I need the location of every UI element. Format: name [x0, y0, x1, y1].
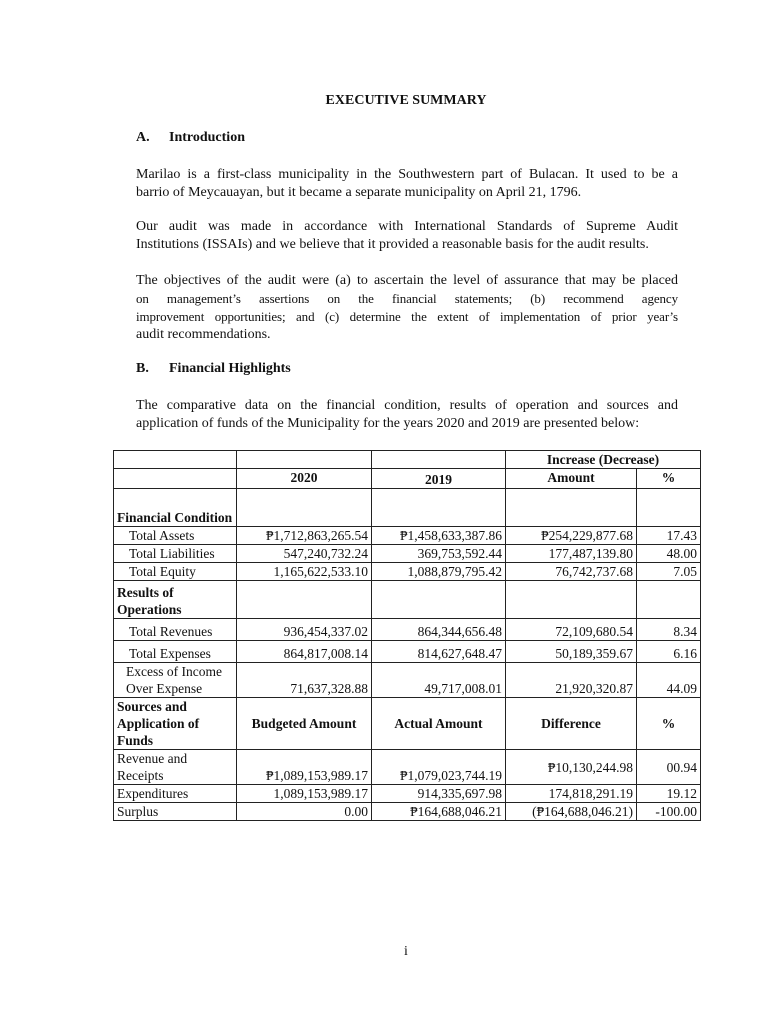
increase-amount: ₱254,229,877.68 [506, 527, 637, 545]
difference-percent: -100.00 [637, 803, 701, 821]
budgeted-value: ₱1,089,153,989.17 [237, 750, 372, 785]
actual-value: 914,335,697.98 [372, 785, 506, 803]
section-b-title: Financial Highlights [169, 361, 291, 376]
table-row [114, 619, 701, 641]
difference-value: ₱10,130,244.98 [506, 750, 637, 785]
comparative-line-1: The comparative data on the financial condition, results of operation and sources and [136, 398, 678, 413]
row-label: Total Equity [114, 563, 237, 581]
audit-standards-line-2: Institutions (ISSAIs) and we believe that it provided a reasonable basis for the audit results. [136, 237, 649, 252]
table-row [114, 545, 701, 563]
objectives-line-2: on management’s assertions on the financial statements; (b) recommend agency [136, 291, 678, 306]
intro-paragraph [136, 166, 678, 202]
budgeted-amount-header: Budgeted Amount [237, 698, 372, 750]
amount-header: Amount [506, 469, 637, 489]
difference-percent: 19.12 [637, 785, 701, 803]
increase-percent: 6.16 [637, 641, 701, 663]
actual-amount-header: Actual Amount [372, 698, 506, 750]
value-2020: 71,637,328.88 [237, 663, 372, 698]
increase-decrease-header: Increase (Decrease) [506, 451, 701, 469]
section-b-number: B. [136, 361, 149, 376]
budgeted-value: 0.00 [237, 803, 372, 821]
year-2020-header: 2020 [237, 469, 372, 489]
budgeted-value: 1,089,153,989.17 [237, 785, 372, 803]
row-label: Surplus [114, 803, 237, 821]
increase-percent: 7.05 [637, 563, 701, 581]
increase-amount: 72,109,680.54 [506, 619, 637, 641]
table-header-row-2 [114, 469, 701, 489]
increase-amount: 50,189,359.67 [506, 641, 637, 663]
comparative-line-2: application of funds of the Municipality for the years 2020 and 2019 are presented below: [136, 416, 640, 431]
increase-amount: 21,920,320.87 [506, 663, 637, 698]
value-2019: 864,344,656.48 [372, 619, 506, 641]
value-2020: 547,240,732.24 [237, 545, 372, 563]
value-2019: ₱1,458,633,387.86 [372, 527, 506, 545]
value-2019: 1,088,879,795.42 [372, 563, 506, 581]
page-number: i [404, 944, 408, 959]
row-label: Total Liabilities [114, 545, 237, 563]
table-row [114, 527, 701, 545]
objectives-line-3: improvement opportunities; and (c) determine the extent of implementation of prior year’s [136, 309, 678, 324]
results-of-operations-row [114, 581, 701, 619]
sources-percent-header: % [637, 698, 701, 750]
row-label: Revenue and Receipts [114, 750, 237, 785]
year-2019-header: 2019 [372, 469, 506, 489]
table-row [114, 663, 701, 698]
increase-percent: 8.34 [637, 619, 701, 641]
results-of-operations-label: Results of Operations [114, 581, 237, 619]
objectives-line-4: audit recommendations. [136, 327, 271, 342]
value-2020: 936,454,337.02 [237, 619, 372, 641]
comparative-data-paragraph [136, 397, 678, 433]
objectives-paragraph [136, 272, 678, 344]
section-a-heading [136, 130, 245, 146]
value-2020: 1,165,622,533.10 [237, 563, 372, 581]
table-row [114, 563, 701, 581]
difference-percent: 00.94 [637, 750, 701, 785]
financial-condition-row [114, 489, 701, 527]
intro-line-1: Marilao is a first-class municipality in the Southwestern part of Bulacan. It used to be a [136, 167, 678, 182]
section-b-heading [136, 361, 291, 377]
objectives-line-1: The objectives of the audit were (a) to ascertain the level of assurance that may be placed [136, 273, 678, 288]
table-row [114, 785, 701, 803]
value-2020: ₱1,712,863,265.54 [237, 527, 372, 545]
sources-label: Sources and Application of Funds [114, 698, 237, 750]
value-2019: 814,627,648.47 [372, 641, 506, 663]
section-a-title: Introduction [169, 130, 245, 145]
value-2019: 369,753,592.44 [372, 545, 506, 563]
financial-condition-label: Financial Condition [114, 489, 237, 527]
value-2019: 49,717,008.01 [372, 663, 506, 698]
table-row [114, 641, 701, 663]
intro-line-2: barrio of Meycauayan, but it became a separate municipality on April 21, 1796. [136, 185, 582, 200]
row-label: Expenditures [114, 785, 237, 803]
row-label: Total Expenses [114, 641, 237, 663]
audit-standards-paragraph [136, 218, 678, 254]
audit-standards-line-1: Our audit was made in accordance with International Standards of Supreme Audit [136, 219, 678, 234]
percent-header: % [637, 469, 701, 489]
actual-value: ₱164,688,046.21 [372, 803, 506, 821]
table-row [114, 750, 701, 785]
increase-percent: 17.43 [637, 527, 701, 545]
row-label: Excess of Income Over Expense [114, 663, 237, 698]
increase-amount: 76,742,737.68 [506, 563, 637, 581]
row-label: Total Assets [114, 527, 237, 545]
table-header-row-1 [114, 451, 701, 469]
sources-header-row [114, 698, 701, 750]
difference-header: Difference [506, 698, 637, 750]
increase-percent: 44.09 [637, 663, 701, 698]
page-title: EXECUTIVE SUMMARY [325, 93, 487, 108]
value-2020: 864,817,008.14 [237, 641, 372, 663]
financial-highlights-table [113, 450, 701, 821]
actual-value: ₱1,079,023,744.19 [372, 750, 506, 785]
difference-value: (₱164,688,046.21) [506, 803, 637, 821]
row-label: Total Revenues [114, 619, 237, 641]
difference-value: 174,818,291.19 [506, 785, 637, 803]
section-a-number: A. [136, 130, 150, 145]
table-row [114, 803, 701, 821]
increase-percent: 48.00 [637, 545, 701, 563]
increase-amount: 177,487,139.80 [506, 545, 637, 563]
